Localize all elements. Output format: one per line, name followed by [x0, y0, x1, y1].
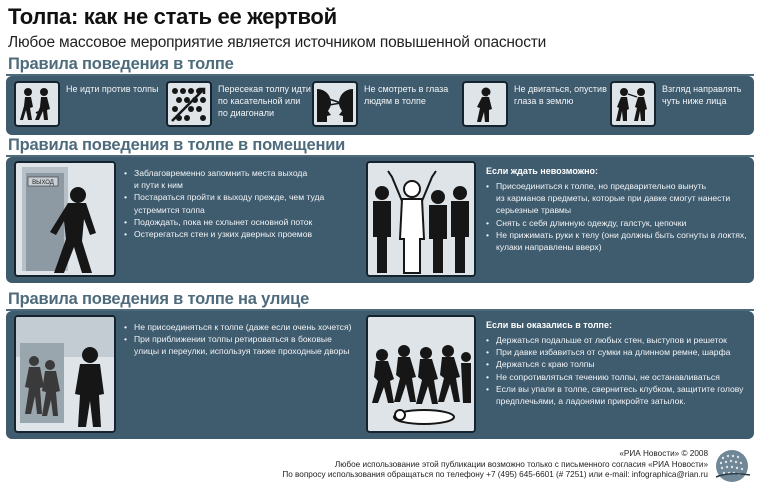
- contact-line: По вопросу использования обращаться по телефону +7 (495) 645-6601 (# 7251) или e-mail: infographica@rian.ru: [282, 470, 708, 479]
- raised-arms-crowd-illustration: [366, 161, 476, 277]
- street-crowd-tips-list: [486, 334, 743, 407]
- list-item: • Не прижимать руки к телу (они должны быть согнуты в локтях, кулаки направлены вверх): [486, 229, 747, 253]
- tile-text: Пересекая толпу идти по касательной или по диагонали: [218, 84, 311, 118]
- footer-credits: [282, 449, 708, 481]
- list-item: • Снять с себя длинную одежду, галстук, цепочки: [486, 217, 747, 229]
- ria-globe-logo-icon: [712, 447, 752, 485]
- crowd-falling-illustration: [366, 315, 476, 433]
- list-item: • Присоединиться к толпе, но предварительно вынуть из карманов предметы, которые при давке смогут нанести серьезные травмы: [486, 180, 747, 217]
- exit-sign: ВЫХОД: [32, 180, 54, 186]
- rule-tile: [610, 81, 741, 137]
- list-item: • Держаться с краю толпы: [486, 358, 743, 370]
- crowd-rules-panel: [6, 76, 754, 135]
- list-item: • Постараться пройти к выходу прежде, чем туда устремится толпа: [124, 191, 324, 215]
- indoors-rules-panel: [6, 157, 754, 283]
- section-title-crowd: Правила поведения в толпе: [8, 55, 234, 73]
- rule-tile: [14, 81, 158, 137]
- indoors-tips-list: [124, 167, 324, 240]
- list-item: • При приближении толпы ретироваться в боковые улицы и переулки, используя также проходные дворы: [124, 333, 351, 357]
- rule-tile: [462, 81, 607, 137]
- page-subtitle: Любое массовое мероприятие является источником повышенной опасности: [8, 34, 547, 51]
- street-rules-panel: [6, 311, 754, 439]
- rule-tile: [166, 81, 311, 137]
- tile-text: Не идти против толпы: [66, 84, 159, 94]
- indoors-wait-heading: Если ждать невозможно:: [486, 166, 599, 176]
- walking-against-crowd-icon: [14, 81, 60, 127]
- list-item: • Остерегаться стен и узких дверных проемов: [124, 228, 324, 240]
- list-item: • При давке избавиться от сумки на длинном ремне, шарфа: [486, 346, 743, 358]
- exit-door-illustration: [14, 161, 116, 277]
- side-street-illustration: [14, 315, 116, 433]
- section-title-street: Правила поведения в толпе на улице: [8, 290, 310, 308]
- usage-notice: Любое использование этой публикации возможно только с письменного согласия «РИА Новости»: [334, 459, 708, 469]
- tile-text: Взгляд направлять чуть ниже лица: [662, 84, 742, 106]
- tile-text: Не смотреть в глаза людям в толпе: [364, 84, 449, 106]
- tile-text: Не двигаться, опустив глаза в землю: [514, 84, 607, 106]
- rule-tile: [312, 81, 448, 137]
- street-tips-list: [124, 321, 351, 358]
- indoors-crowd-tips-list: [486, 180, 747, 253]
- street-in-crowd-heading: Если вы оказались в толпе:: [486, 320, 612, 330]
- crossing-crowd-icon: [166, 81, 212, 127]
- list-item: • Подождать, пока не схлынет основной поток: [124, 216, 324, 228]
- section-title-indoors: Правила поведения в толпе в помещении: [8, 136, 346, 154]
- gaze-below-face-icon: [610, 81, 656, 127]
- list-item: • Не присоединяться к толпе (даже если очень хочется): [124, 321, 351, 333]
- list-item: • Не сопротивляться течению толпы, не останавливаться: [486, 371, 743, 383]
- copyright-line: «РИА Новости» © 2008: [619, 449, 708, 458]
- looking-down-icon: [462, 81, 508, 127]
- page-title: Толпа: как не стать ее жертвой: [8, 4, 337, 29]
- list-item: • Заблаговременно запомнить места выхода и пути к ним: [124, 167, 324, 191]
- list-item: • Если вы упали в толпе, свернитесь клубком, защитите голову предплечьями, а ладонями прикройте затылок.: [486, 383, 743, 407]
- list-item: • Держаться подальше от любых стен, выступов и решеток: [486, 334, 743, 346]
- eye-contact-icon: [312, 81, 358, 127]
